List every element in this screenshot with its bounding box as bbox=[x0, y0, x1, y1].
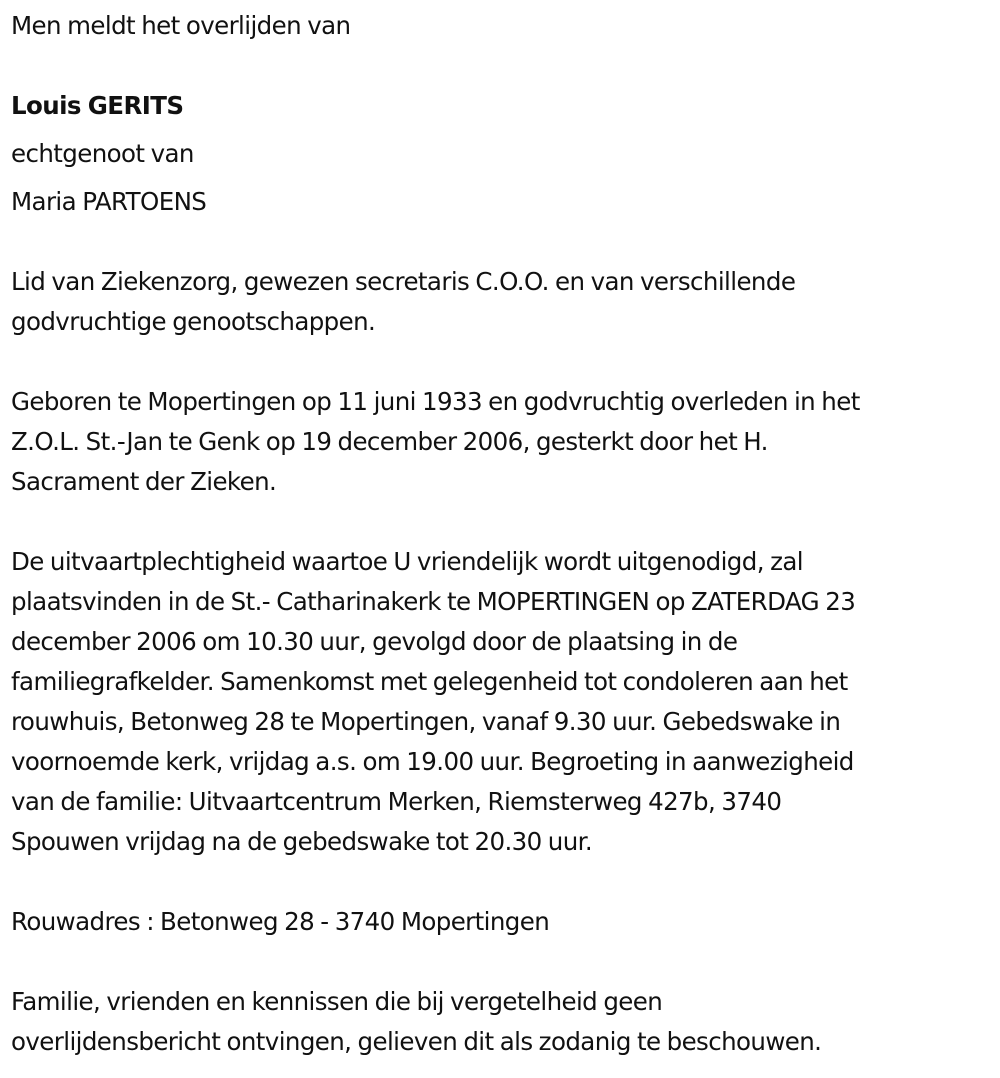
paragraph-line: voornoemde kerk, vrijdag a.s. om 19.00 uur. Begroeting in aanwezigheid bbox=[11, 747, 854, 776]
deceased-name: Louis GERITS bbox=[11, 91, 184, 120]
paragraph-line: overlijdensbericht ontvingen, gelieven dit als zodanig te beschouwen. bbox=[11, 1027, 822, 1056]
paragraph-line: godvruchtige genootschappen. bbox=[11, 307, 376, 336]
paragraph-line: familiegrafkelder. Samenkomst met gelegenheid tot condoleren aan het bbox=[11, 667, 848, 696]
paragraph-line: december 2006 om 10.30 uur, gevolgd door de plaatsing in de bbox=[11, 627, 738, 656]
paragraph-line: De uitvaartplechtigheid waartoe U vriendelijk wordt uitgenodigd, zal bbox=[11, 547, 803, 576]
paragraph-line: van de familie: Uitvaartcentrum Merken, Riemsterweg 427b, 3740 bbox=[11, 787, 782, 816]
paragraph-line: Geboren te Mopertingen op 11 juni 1933 en godvruchtig overleden in het bbox=[11, 387, 860, 416]
mourning-address: Rouwadres : Betonweg 28 - 3740 Mopertingen bbox=[11, 907, 550, 936]
relation-text: echtgenoot van bbox=[11, 139, 194, 168]
paragraph-line: Sacrament der Zieken. bbox=[11, 467, 277, 496]
spouse-name: Maria PARTOENS bbox=[11, 187, 207, 216]
paragraph-line: rouwhuis, Betonweg 28 te Mopertingen, vanaf 9.30 uur. Gebedswake in bbox=[11, 707, 841, 736]
paragraph-line: Spouwen vrijdag na de gebedswake tot 20.30 uur. bbox=[11, 827, 593, 856]
paragraph-line: Familie, vrienden en kennissen die bij vergetelheid geen bbox=[11, 987, 663, 1016]
intro-text: Men meldt het overlijden van bbox=[11, 11, 351, 40]
paragraph-line: Z.O.L. St.-Jan te Genk op 19 december 2006, gesterkt door het H. bbox=[11, 427, 768, 456]
paragraph-line: Lid van Ziekenzorg, gewezen secretaris C.O.O. en van verschillende bbox=[11, 267, 796, 296]
paragraph-line: plaatsvinden in de St.- Catharinakerk te MOPERTINGEN op ZATERDAG 23 bbox=[11, 587, 856, 616]
